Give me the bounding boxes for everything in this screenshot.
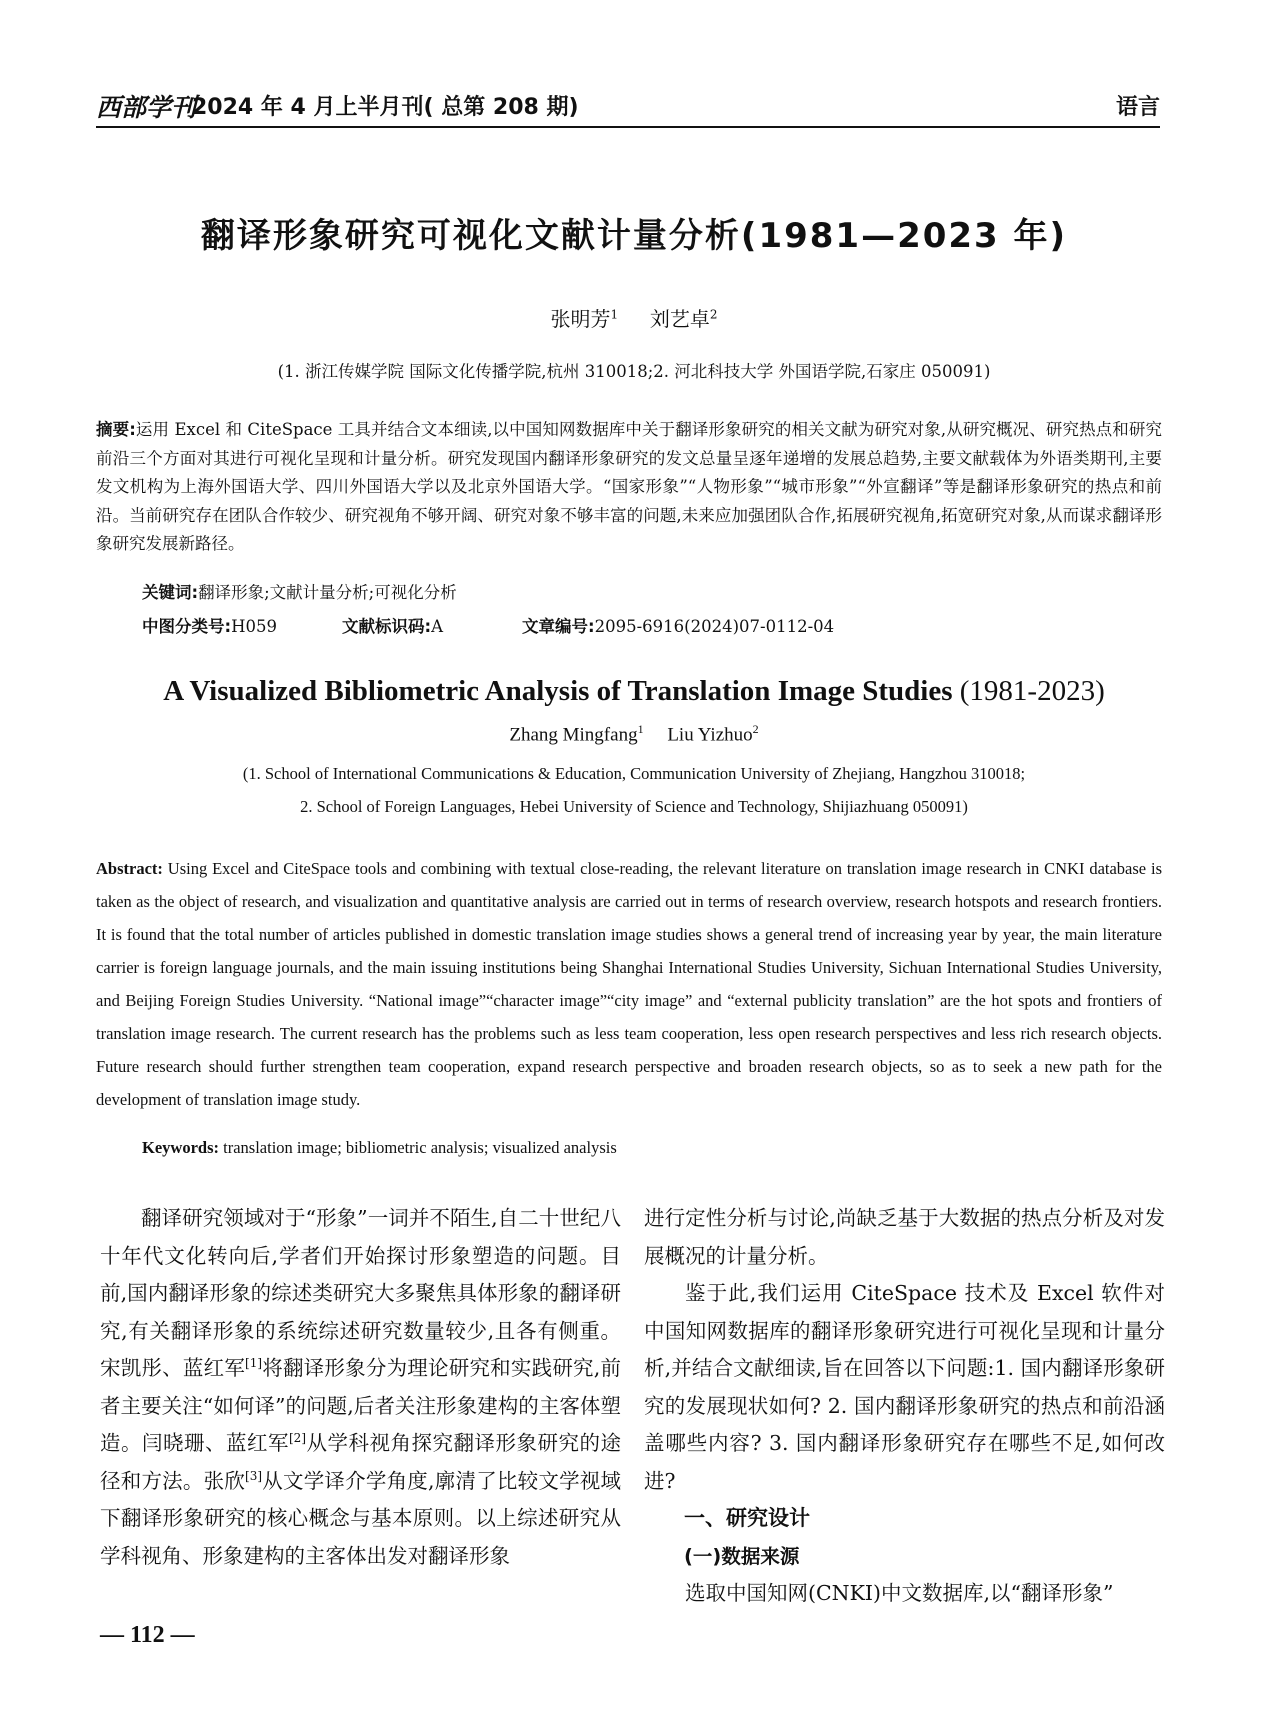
en-keywords-label: Keywords:	[142, 1138, 219, 1157]
doc-code	[342, 613, 522, 637]
citation-mark: [3]	[245, 1468, 263, 1483]
cn-title: 翻译形象研究可视化文献计量分析(1981—2023 年)	[200, 216, 1068, 256]
clc-number	[142, 613, 342, 637]
en-affiliation-line-1: (1. School of International Communications & Education, Communication University of Zhejiang, Hangzhou 310018;	[242, 764, 1026, 783]
cn-keywords-text: 翻译形象;文献计量分析;可视化分析	[198, 583, 457, 602]
body-text: 从文学译介学角度,廓清了比较文学视域下翻译形象研究的核心概念与基本原则。以上综述研究从学科视角、形象建构的主客体出发对翻译形象	[100, 1468, 622, 1568]
en-affiliation-line-2: 2. School of Foreign Languages, Hebei University of Science and Technology, Shijiazhuang 050091)	[300, 797, 968, 816]
journal-issue: 2024 年 4 月上半月刊( 总第 208 期)	[192, 95, 579, 120]
citation-mark: [2]	[289, 1431, 306, 1446]
cn-author-2-mark: 2	[709, 307, 718, 322]
header-divider	[96, 126, 1160, 128]
article-value: 2095-6916(2024)07-0112-04	[594, 617, 835, 636]
en-author-1: Zhang Mingfang	[509, 724, 638, 746]
en-author-2-mark: 2	[752, 722, 759, 736]
en-title	[0, 675, 1268, 708]
cn-author-1-mark: 1	[610, 307, 619, 322]
en-authors	[0, 722, 1268, 746]
citation-mark: [1]	[245, 1356, 263, 1371]
en-abstract	[96, 852, 1162, 1116]
clc-value: H059	[231, 617, 277, 636]
body-text: 翻译研究领域对于“形象”一词并不陌生,自二十世纪八十年代文化转向后,学者们开始探讨形象塑造的问题。目前,国内翻译形象的综述类研究大多聚焦具体形象的翻译研究,有关翻译形象的系统综述研究数量较少,且各有侧重。宋凯彤、蓝红军	[100, 1206, 621, 1380]
section-tag: 语言	[1115, 95, 1160, 120]
en-keywords-text: translation image; bibliometric analysis; visualized analysis	[223, 1138, 617, 1157]
en-title-main: A Visualized Bibliometric Analysis of Translation Image Studies	[163, 675, 953, 707]
cn-abstract-label: 摘要:	[96, 420, 136, 439]
cn-article-meta	[142, 613, 1142, 637]
body-paragraph: 进行定性分析与讨论,尚缺乏基于大数据的热点分析及对发展概况的计量分析。	[644, 1206, 1165, 1268]
subsection-heading: (一)数据来源	[684, 1544, 800, 1568]
en-abstract-label: Abstract:	[96, 859, 163, 878]
doc-label: 文献标识码:	[342, 617, 432, 636]
body-column-right	[644, 1200, 1165, 1613]
body-paragraph	[100, 1200, 621, 1575]
en-title-years: (1981-2023)	[959, 675, 1105, 707]
en-keywords	[142, 1138, 617, 1158]
cn-authors	[0, 303, 1268, 332]
body-column-left	[100, 1200, 621, 1575]
page-number: — 112 —	[100, 1622, 195, 1648]
en-affiliation	[0, 757, 1268, 823]
clc-label: 中图分类号:	[142, 617, 232, 636]
section-heading: 一、研究设计	[684, 1506, 810, 1530]
en-author-1-mark: 1	[637, 722, 644, 736]
body-text: 从学科视角探究翻译形象研究的途径和方法。张欣	[100, 1431, 621, 1493]
en-author-2: Liu Yizhuo	[667, 724, 753, 746]
doc-value: A	[431, 617, 444, 636]
body-paragraph: 鉴于此,我们运用 CiteSpace 技术及 Excel 软件对中国知网数据库的翻译形象研究进行可视化呈现和计量分析,并结合文献细读,旨在回答以下问题:1. 国内翻译形象研究的发展现状如何? 2. 国内翻译形象研究的热点和前沿涵盖哪些内容? 3. 国内翻译形象研究存在哪些不足,如何改进?	[644, 1281, 1165, 1493]
cn-abstract	[96, 416, 1162, 559]
article-label: 文章编号:	[522, 617, 595, 636]
running-header	[96, 88, 1160, 122]
cn-abstract-text: 运用 Excel 和 CiteSpace 工具并结合文本细读,以中国知网数据库中关于翻译形象研究的相关文献为研究对象,从研究概况、研究热点和研究前沿三个方面对其进行可视化呈现和计量分析。研究发现国内翻译形象研究的发文总量呈逐年递增的发展总趋势,主要文献载体为外语类期刊,主要发文机构为上海外国语大学、四川外国语大学以及北京外国语大学。“国家形象”“人物形象”“城市形象”“外宣翻译”等是翻译形象研究的热点和前沿。当前研究存在团队合作较少、研究视角不够开阔、研究对象不够丰富的问题,未来应加强团队合作,拓展研究视角,拓宽研究对象,从而谋求翻译形象研究发展新路径。	[96, 420, 1162, 553]
cn-keywords-label: 关键词:	[142, 583, 199, 602]
cn-author-1: 张明芳	[550, 307, 611, 331]
journal-logo: 西部学刊	[96, 93, 197, 122]
cn-author-2: 刘艺卓	[649, 307, 710, 331]
en-abstract-text: Using Excel and CiteSpace tools and combining with textual close-reading, the relevant literature on translation image research in CNKI database is taken as the object of research, and visualization and quantitative analysis are carried out in terms of research overview, research hotspots and research frontiers. It is found that the total number of articles published in domestic translation image studies shows a general trend of increasing year by year, the main literature carrier is foreign language journals, and the main issuing institutions being Shanghai International Studies University, Sichuan International Studies University, and Beijing Foreign Studies University. “National image”“character image”“city image” and “external publicity translation” are the hot spots and frontiers of translation image research. The current research has the problems such as less team cooperation, less open research perspectives and less rich research objects. Future research should further strengthen team cooperation, expand research perspective and broaden research objects, so as to seek a new path for the development of translation image study.	[96, 859, 1163, 1109]
cn-keywords	[142, 579, 457, 603]
cn-affiliation: (1. 浙江传媒学院 国际文化传播学院,杭州 310018;2. 河北科技大学 外国语学院,石家庄 050091)	[277, 362, 991, 381]
body-paragraph: 选取中国知网(CNKI)中文数据库,以“翻译形象”	[685, 1581, 1114, 1605]
article-number	[522, 613, 834, 637]
body-text: 将翻译形象分为理论研究和实践研究,前者主要关注“如何译”的问题,后者关注形象建构的主客体塑造。闫晓珊、蓝红军	[100, 1356, 622, 1455]
